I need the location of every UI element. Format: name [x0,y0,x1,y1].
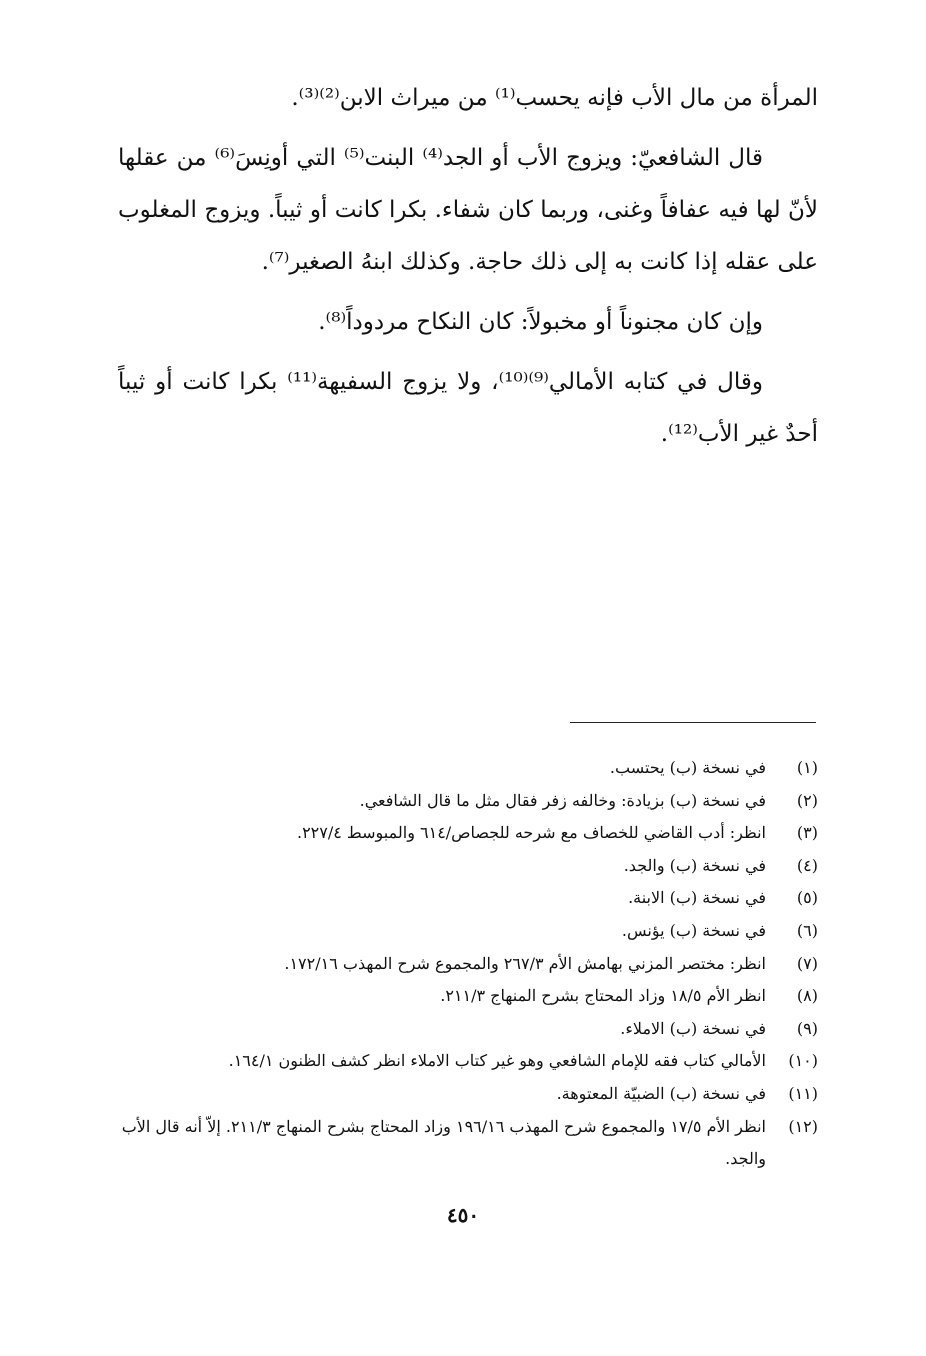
footnote-number: (٨) [796,986,818,1006]
page-number: ٤٥٠ [446,1203,480,1227]
footnote [110,785,818,818]
footnote-text: في نسخة (ب) بزيادة: وخالفه زفر فقال مثل ما قال الشافعي. [359,790,766,810]
footnote-text: انظر: أدب القاضي للخصاف مع شرحه للجصاص/٦١٤ والمبوسط ٢٢٧/٤. [296,823,766,843]
footnote [110,850,818,883]
footnote-number: (٦) [796,920,818,940]
paragraph: المرأة من مال الأب فإنه يحسب⁽¹⁾ من ميراث الابن⁽²⁾⁽³⁾. [291,85,818,111]
footnote [110,1013,818,1046]
footnote [110,1111,818,1176]
footnote-text: في نسخة (ب) الاملاء. [620,1018,766,1038]
footnote-text: انظر الأم ١٧/٥ والمجموع شرح المهذب ١٩٦/١٦ وزاد المحتاج بشرح المنهاج ٢١١/٣. إلاّ أنه قال الأب والجد. [121,1116,766,1169]
footnote-number: (٥) [796,888,818,908]
footnote-number: (١٠) [788,1051,818,1071]
footnote [110,817,818,850]
footnote-text: في نسخة (ب) يحتسب. [609,758,766,777]
footnote-number: (١٢) [788,1116,818,1136]
footnote-number: (١١) [788,1083,818,1103]
footnote-text: انظر: مختصر المزني بهامش الأم ٢٦٧/٣ والمجموع شرح المهذب ١٧٢/١٦. [284,953,766,973]
footnote-number: (١) [796,758,818,777]
footnote [110,915,818,948]
footnote-number: (٩) [796,1018,818,1038]
footnote-text: في نسخة (ب) الابنة. [628,888,766,908]
footnote [110,882,818,915]
footnote-number: (٧) [796,953,818,973]
footnote-number: (٤) [796,855,818,875]
footnote-text: في نسخة (ب) الضبيّة المعتوهة. [556,1083,766,1103]
footnote [110,752,818,785]
footnote [110,980,818,1013]
footnote-text: الأمالي كتاب فقه للإمام الشافعي وهو غير كتاب الاملاء انظر كشف الظنون ١٦٤/١. [228,1051,766,1071]
footnote [110,1045,818,1078]
footnote-number: (٣) [796,823,818,843]
footnote-divider [570,722,816,723]
footnote-number: (٢) [796,790,818,810]
footnotes-list [110,752,818,1176]
main-text-body [118,72,818,468]
footnote [110,948,818,981]
footnote-text: في نسخة (ب) والجد. [623,855,766,875]
paragraph: قال الشافعيّ: ويزوج الأب أو الجد⁽⁴⁾ البنت⁽⁵⁾ التي أونِسَ⁽⁶⁾ من عقلها لأنّ لها فيه عفافاً وغنى، وربما كان شفاء. بكرا كانت أو ثيباً. ويزوج المغلوب على عقله إذا كانت به إلى ذلك حاجة. وكذلك ابنهُ الصغير⁽⁷⁾. [118,145,818,275]
footnote-text: في نسخة (ب) يؤنس. [621,920,766,940]
footnote-text: انظر الأم ١٨/٥ وزاد المحتاج بشرح المنهاج ٢١١/٣. [440,986,766,1006]
footnote [110,1078,818,1111]
paragraph: وقال في كتابه الأمالي⁽⁹⁾⁽¹⁰⁾، ولا يزوج السفيهة⁽¹¹⁾ بكرا كانت أو ثيباً أحدٌ غير الأب⁽¹²⁾. [118,369,818,447]
paragraph: وإن كان مجنوناً أو مخبولاً: كان النكاح مردوداً⁽⁸⁾. [318,309,763,335]
